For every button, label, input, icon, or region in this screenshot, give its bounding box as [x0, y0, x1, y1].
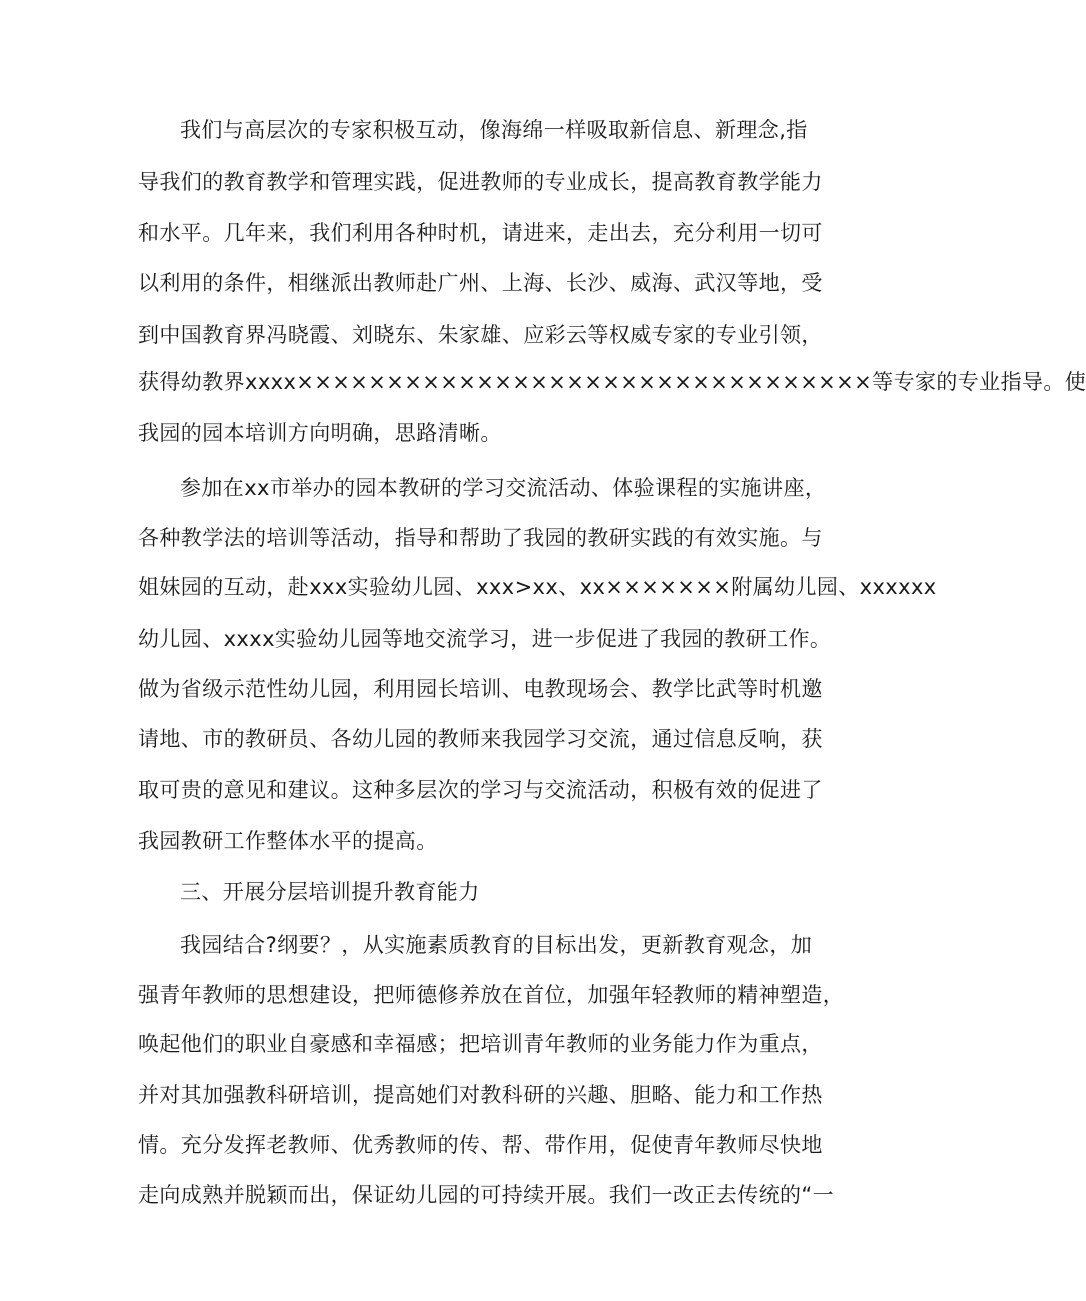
paragraph-1-line-2: 导我们的教育教学和管理实践，促进教师的专业成长，提高教育教学能力: [138, 170, 823, 194]
paragraph-1-line-3: 和水平。几年来，我们利用各种时机，请进来，走出去，充分利用一切可: [138, 221, 823, 245]
paragraph-1-line-7: 我园的园本培训方向明确，思路清晰。: [138, 421, 502, 445]
paragraph-1-line-6: 获得幼教界xxxx××××××××××××××××××××××××××××××××等专家的专业指导。使: [138, 370, 1086, 394]
paragraph-3-line-6: 走向成熟并脱颖而出，保证幼儿园的可持续开展。我们一改正去传统的“一: [138, 1183, 835, 1207]
paragraph-2-line-4: 幼儿园、xxxx实验幼儿园等地交流学习，进一步促进了我园的教研工作。: [138, 627, 832, 651]
paragraph-2-line-7: 取可贵的意见和建议。这种多层次的学习与交流活动，积极有效的促进了: [138, 778, 823, 802]
paragraph-1-line-5: 到中国教育界冯晓霞、刘晓东、朱家雄、应彩云等权威专家的专业引领，: [138, 323, 823, 347]
paragraph-2-line-6: 请地、市的教研员、各幼儿园的教师来我园学习交流，通过信息反响，获: [138, 727, 823, 751]
paragraph-3-line-5: 情。充分发挥老教师、优秀教师的传、帮、带作用，促使青年教师尽快地: [138, 1133, 823, 1157]
paragraph-3-line-4: 并对其加强教科研培训，提高她们对教科研的兴趣、胆略、能力和工作热: [138, 1083, 823, 1107]
paragraph-1-line-1: 我们与高层次的专家积极互动，像海绵一样吸取新信息、新理念,指: [180, 118, 808, 142]
paragraph-2-line-8: 我园教研工作整体水平的提高。: [138, 829, 438, 853]
paragraph-2-line-1: 参加在xx市举办的园本教研的学习交流活动、体验课程的实施讲座，: [180, 476, 827, 500]
paragraph-2-line-3: 姐妹园的互动，赴xxx实验幼儿园、xxx>xx、xx×××××××附属幼儿园、xxxxxx: [138, 575, 937, 599]
paragraph-3-line-3: 唤起他们的职业自豪感和幸福感；把培训青年教师的业务能力作为重点，: [138, 1032, 823, 1056]
paragraph-3-line-1: 我园结合?纲要？，从实施素质教育的目标出发，更新教育观念，加: [180, 933, 813, 957]
paragraph-1-line-4: 以利用的条件，相继派出教师赴广州、上海、长沙、威海、武汉等地，受: [138, 271, 823, 295]
section-heading-3: 三、开展分层培训提升教育能力: [180, 880, 480, 904]
paragraph-3-line-2: 强青年教师的思想建设，把师德修养放在首位，加强年轻教师的精神塑造，: [138, 983, 845, 1007]
paragraph-2-line-2: 各种教学法的培训等活动，指导和帮助了我园的教研实践的有效实施。与: [138, 526, 823, 550]
paragraph-2-line-5: 做为省级示范性幼儿园，利用园长培训、电教现场会、教学比武等时机邀: [138, 677, 823, 701]
